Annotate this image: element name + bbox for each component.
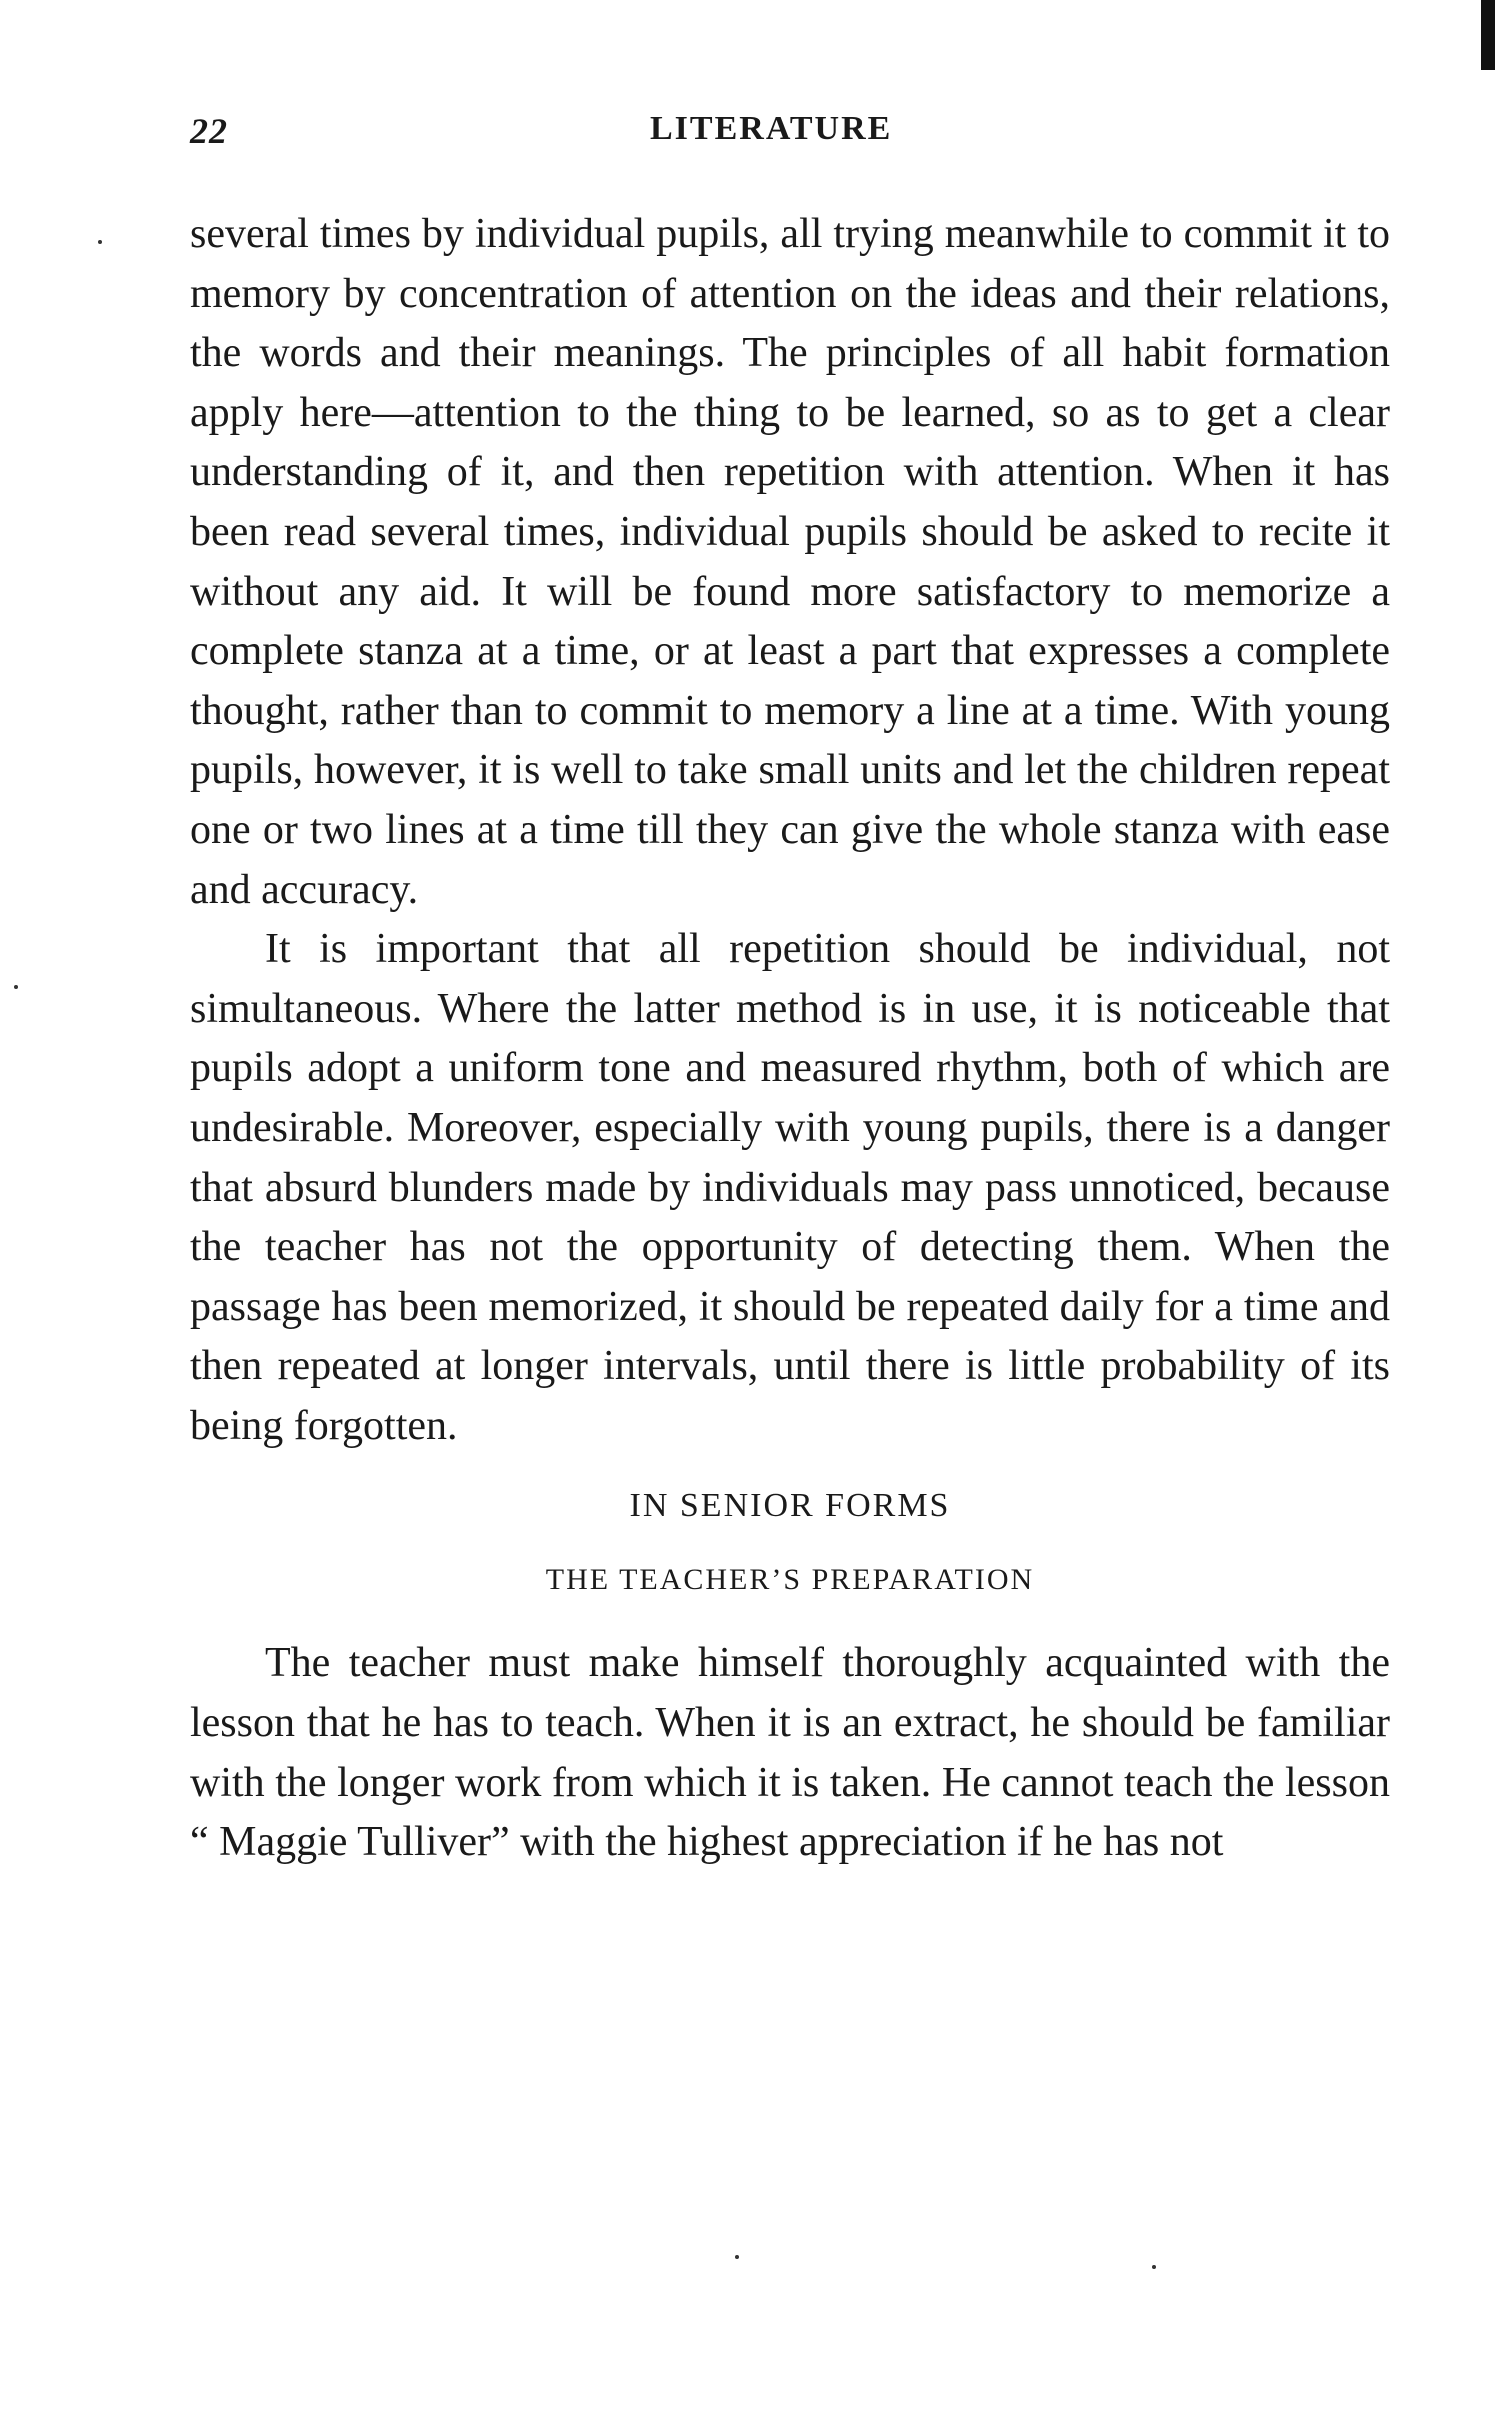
paragraph-repetition: It is important that all repetition should be individual, not simultaneous. Where the latter method is in use, it is noticeable that pupils adopt a uniform tone and measured rhythm, both of which are undesirable. Moreover, especially with young pupils, there is a danger that absurd blunders made by individuals may pass unnoticed, because the teacher has not the opportunity of detecting them. When the passage has been memorized, it should be repeated daily for a time and then repeated at longer intervals, until there is little probability of its being forgotten. <box>190 926 1390 1449</box>
page-edge-mark <box>1481 0 1495 70</box>
print-speck <box>14 985 18 989</box>
subsection-heading: THE TEACHER’S PREPARATION <box>545 1563 1035 1597</box>
print-speck <box>98 240 102 244</box>
page-number: 22 <box>190 111 228 151</box>
print-speck <box>1152 2265 1156 2269</box>
paragraph-preparation: The teacher must make himself thoroughly acquainted with the lesson that he has to teach. When it is an extract, he should be familiar with the longer work from which it is taken. He cannot teach the lesson “ Maggie Tulliver” with the highest appreciation if he has not <box>190 1640 1390 1866</box>
section-heading: IN SENIOR FORMS <box>629 1487 951 1525</box>
running-head: LITERATURE <box>650 110 893 147</box>
paragraph-continued: several times by individual pupils, all trying meanwhile to commit it to memory by concentration of attention on the ideas and their relations, the words and their meanings. The principles of all habit formation apply here—attention to the thing to be learned, so as to get a clear understanding of it, and then repetition with attention. When it has been read several times, individual pupils should be asked to recite it without any aid. It will be found more satisfactory to memorize a complete stanza at a time, or at least a part that expresses a complete thought, rather than to commit to memory a line at a time. With young pupils, however, it is well to take small units and let the children repeat one or two lines at a time till they can give the whole stanza with ease and accuracy. <box>190 211 1390 913</box>
page-header <box>190 110 1390 160</box>
body-text <box>190 205 1390 1873</box>
print-speck <box>735 2255 739 2259</box>
